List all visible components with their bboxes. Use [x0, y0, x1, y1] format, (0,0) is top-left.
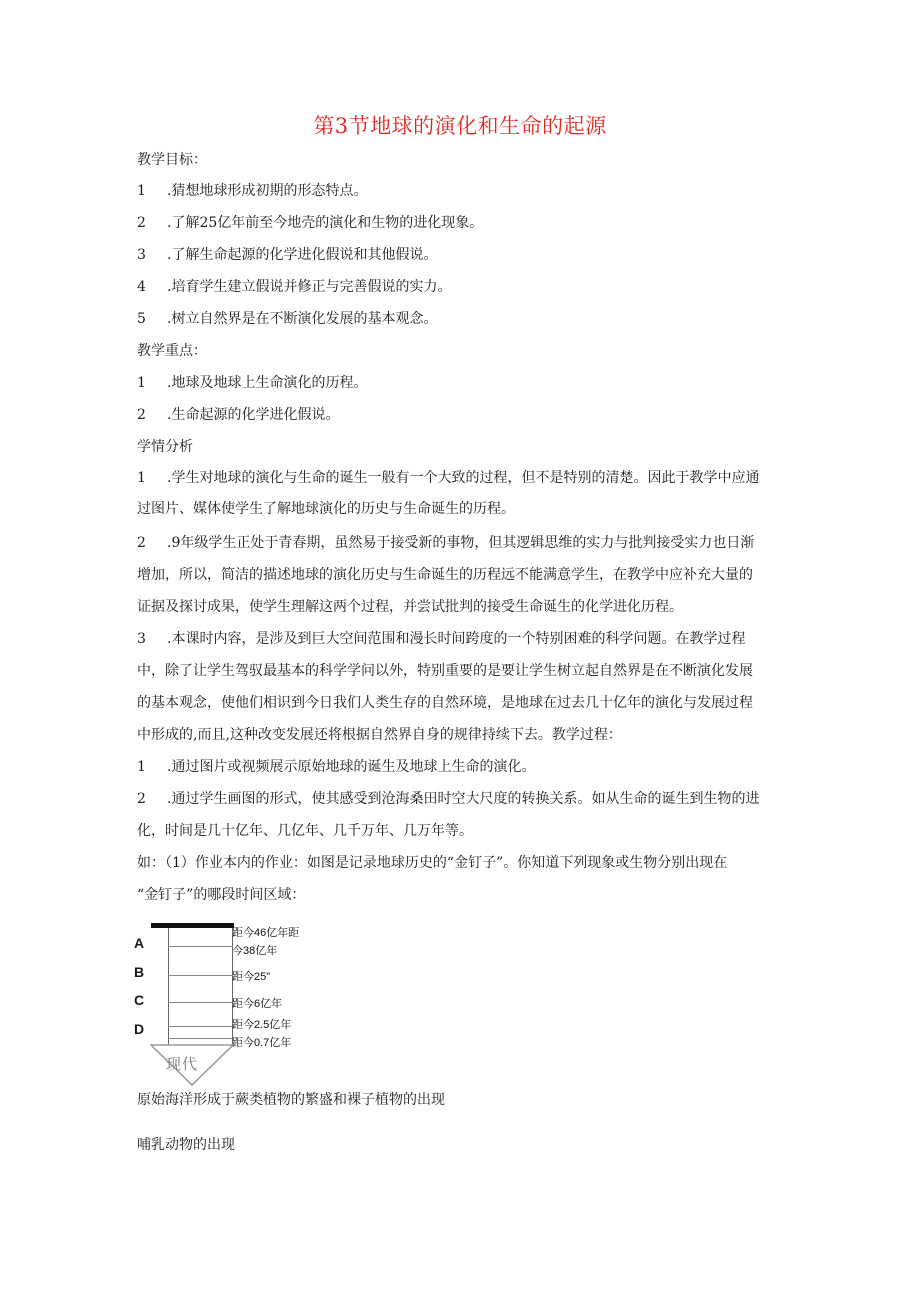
arrow-label: 现代 [166, 1055, 199, 1073]
para-num: 3 [137, 631, 146, 647]
para-text: .本课时内容，是涉及到巨大空间范围和漫长时间跨度的一个特别困难的科学问题。在教学过程 [167, 631, 746, 647]
keypoint-num: 2 [137, 407, 146, 423]
diagram-tick [168, 1038, 232, 1039]
para-num: 1 [137, 470, 146, 486]
keypoints-heading: 教学重点： [137, 343, 207, 359]
goal-text: .了解25亿年前至今地壳的演化和生物的进化现象。 [167, 215, 484, 231]
step-text: .通过图片或视频展示原始地球的诞生及地球上生命的演化。 [167, 759, 536, 775]
para-text: .学生对地球的演化与生命的诞生一般有一个大致的过程，但不是特别的清楚。因此于教学中应通 [167, 470, 760, 486]
keypoint-text: .生命起源的化学进化假说。 [167, 407, 340, 423]
diagram-label: 今38亿年 [232, 945, 278, 957]
goal-text: .了解生命起源的化学进化假说和其他假说。 [167, 247, 438, 263]
analysis-para-2-cont: 增加，所以，简洁的描述地球的演化历史与生命诞生的历程远不能满意学生，在教学中应补充大量的 [137, 567, 753, 583]
diagram-tick [168, 946, 232, 947]
analysis-para-1 [137, 468, 797, 488]
analysis-para-3-cont: 的基本观念，使他们相识到今日我们人类生存的自然环境，是地球在过去几十亿年的演化与发展过程 [137, 695, 753, 711]
page-title: 第3节地球的演化和生命的起源 [313, 114, 607, 138]
diagram-tick [168, 975, 232, 976]
analysis-heading: 学情分析 [137, 439, 193, 455]
diagram-label: 距今6亿年 [232, 998, 283, 1010]
goals-heading: 教学目标： [137, 152, 207, 168]
analysis-para-3 [137, 629, 797, 649]
diagram-label: 距今0.7亿年 [232, 1037, 292, 1049]
step-num: 1 [137, 759, 146, 775]
analysis-para-3-cont: 中形成的,而且,这种改变发展还将根据自然界自身的规律持续下去。教学过程： [137, 727, 622, 743]
goal-item-5 [137, 309, 797, 329]
process-step-2 [137, 789, 797, 809]
process-step-1 [137, 757, 797, 777]
goal-item-2 [137, 213, 797, 233]
diagram-letter-a: A [134, 935, 145, 951]
keypoint-item-2 [137, 405, 797, 425]
diagram-tick [168, 1002, 232, 1003]
process-step-2-cont: 化，时间是几十亿年、几亿年、几千万年、几万年等。 [137, 823, 473, 839]
golden-spike-diagram [130, 918, 320, 1073]
goal-item-4 [137, 277, 797, 297]
analysis-para-2 [137, 533, 797, 553]
answer-line-1: 原始海洋形成于蕨类植物的繁盛和裸子植物的出现 [137, 1092, 445, 1108]
diagram-top-bar [151, 923, 234, 928]
goal-item-3 [137, 245, 797, 265]
para-num: 2 [137, 535, 146, 551]
goal-num: 4 [137, 279, 146, 295]
goal-num: 1 [137, 183, 146, 199]
keypoint-item-1 [137, 373, 797, 393]
answer-line-2: 哺乳动物的出现 [137, 1137, 235, 1153]
goal-num: 5 [137, 311, 146, 327]
diagram-label: 距今46亿年距 [232, 927, 300, 939]
analysis-para-1-cont: 过图片、媒体使学生了解地球演化的历史与生命诞生的历程。 [137, 501, 515, 517]
goal-num: 2 [137, 215, 146, 231]
goal-text: .树立自然界是在不断演化发展的基本观念。 [167, 311, 438, 327]
step-num: 2 [137, 791, 146, 807]
diagram-letter-d: D [134, 1021, 145, 1037]
goal-item-1 [137, 181, 797, 201]
diagram-letter-c: C [134, 992, 145, 1008]
keypoint-num: 1 [137, 375, 146, 391]
diagram-label: 距今2.5亿年 [232, 1019, 292, 1031]
keypoint-text: .地球及地球上生命演化的历程。 [167, 375, 368, 391]
analysis-para-2-cont: 证据及探讨成果，使学生理解这两个过程，并尝试批判的接受生命诞生的化学进化历程。 [137, 599, 683, 615]
diagram-letter-b: B [134, 964, 145, 980]
goal-text: .培育学生建立假说并修正与完善假说的实力。 [167, 279, 452, 295]
para-text: .9年级学生正处于青春期，虽然易于接受新的事物，但其逻辑思维的实力与批判接受实力也日渐 [167, 535, 755, 551]
goal-num: 3 [137, 247, 146, 263]
diagram-label: 距今25" [232, 971, 271, 983]
goal-text: .猜想地球形成初期的形态特点。 [167, 183, 368, 199]
exercise-line-1: 如：（1）作业本内的作业：如图是记录地球历史的“金钉子”。你知道下列现象或生物分别出现在 [137, 855, 728, 871]
diagram-tick [168, 1026, 232, 1027]
exercise-line-2: “金钉子”的哪段时间区域： [137, 887, 306, 903]
analysis-para-3-cont: 中，除了让学生驾驭最基本的科学学问以外，特别重要的是要让学生树立起自然界是在不断演化发展 [137, 663, 753, 679]
step-text: .通过学生画图的形式，使其感受到沧海桑田时空大尺度的转换关系。如从生命的诞生到生物的进 [167, 791, 760, 807]
